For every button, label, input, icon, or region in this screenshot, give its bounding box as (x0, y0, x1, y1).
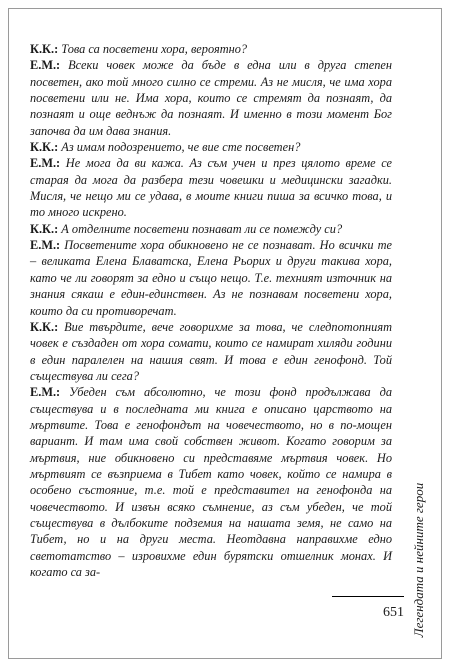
speaker-label: К.К.: (30, 221, 59, 236)
speaker-label: К.К.: (30, 319, 59, 334)
dialogue-text: Посветените хора обикновено не се познават. Но всички те – великата Елена Блаватска, Елена Рьорих и други такива хора, като че ли говорят за едно и също нещо. Т.е. техният източник на знания сякаш е един-единствен. Аз не познавам посветени хора, които да си противоречат. (30, 238, 392, 318)
speaker-label: Е.М.: (30, 58, 61, 73)
dialogue-paragraph (30, 237, 392, 319)
dialogue-text: Всеки човек може да бъде в една или в друга степен посветен, ако той много силно се стреми. Аз не мисля, че има хора посветени или не. Има хора, които се стремят да познаят, да познаят и още веднъж да познаят. И именно в този момент Бог започва да им дава знания. (30, 58, 393, 138)
dialogue-paragraph (30, 155, 392, 220)
dialogue-paragraph (30, 221, 392, 237)
dialogue-text: Не мога да ви кажа. Аз съм учен и през цялото време се старая да мога да разбера тези човешки и медицински загадки. Мисля, че нещо ми се удава, в моите книги пиша за всичко това, и то много искрено. (30, 156, 392, 220)
interview-text (30, 41, 392, 580)
speaker-label: Е.М.: (30, 156, 61, 171)
dialogue-paragraph (30, 57, 392, 139)
dialogue-paragraph (30, 319, 392, 384)
dialogue-text: А отделните посветени познават ли се помежду си? (61, 221, 343, 236)
footer-rule (332, 596, 404, 597)
dialogue-paragraph (30, 384, 392, 580)
speaker-label: К.К.: (30, 140, 59, 155)
dialogue-text: Вие твърдите, вече говорихме за това, че следпотопният човек е създаден от хора сомати, които се намират хиляди години в един паралелен на нашия свят. И това е един генофонд. Той съществува ли сега? (30, 319, 392, 383)
dialogue-paragraph (30, 41, 392, 57)
speaker-label: К.К.: (30, 42, 59, 56)
speaker-label: Е.М.: (30, 238, 61, 253)
running-title: Легендата и нейните герои (411, 482, 426, 638)
dialogue-text: Аз имам подозрението, че вие сте посветен? (61, 140, 301, 155)
page-number: 651 (383, 605, 404, 620)
speaker-label: Е.М.: (30, 385, 61, 400)
dialogue-text: Убеден съм абсолютно, че този фонд продължава да съществува и в последната ми книга е описано царството на мъртвите. Това е генофондът на човечеството, но в по-мощен вариант. И там има свой собствен живот. Когато говорим за мъртвия, ние обикновено си представяме мъртвия човек. Но мъртвият се възприема в Тибет като човек, който се намира в особено състояние, т.е. той е представител на генофонда на човечеството. И извън всяко съмнение, аз съм убеден, че той съществува в дълбоките подземия на нашата земя, не само на Тибет, но и на други места. Неотдавна направихме едно светотатство – изровихме един бурятски отшелник монах. И когато са за- (30, 385, 392, 579)
dialogue-paragraph (30, 139, 392, 155)
dialogue-text: Това са посветени хора, вероятно? (61, 42, 248, 56)
